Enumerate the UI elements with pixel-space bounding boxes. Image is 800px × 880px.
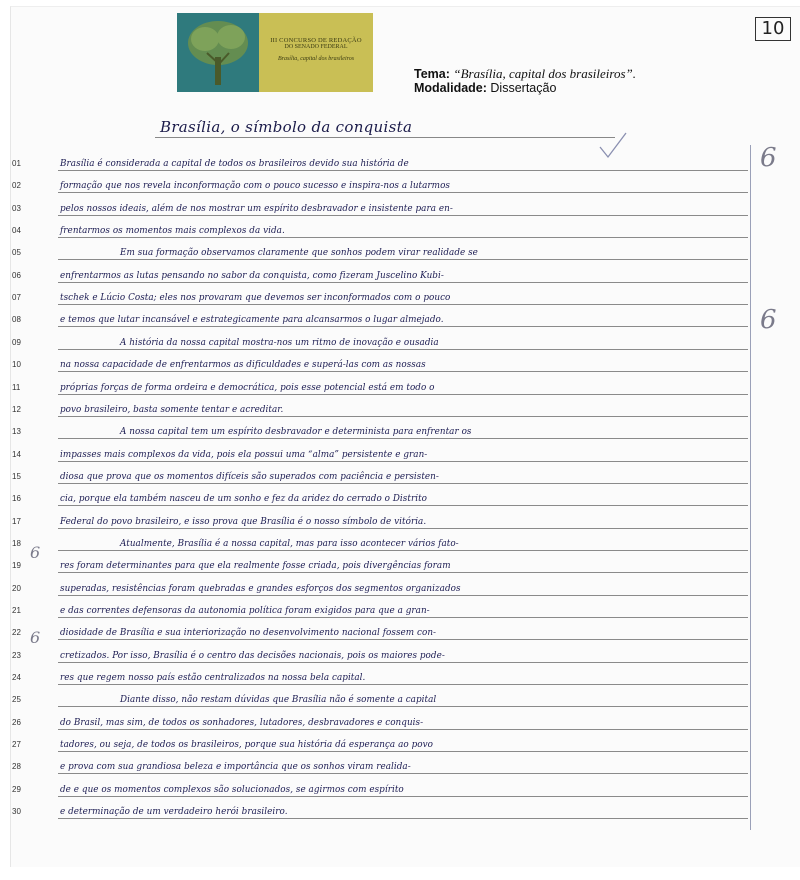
grade-mark-2: 6 [760, 305, 777, 335]
essay-line [0, 303, 800, 327]
line-text: e prova com sua grandiosa beleza e importância que os sonhos viram realida- [60, 762, 411, 773]
line-text: superadas, resistências foram quebradas e grandes esforços dos segmentos organizados [60, 583, 461, 594]
essay-line [0, 594, 800, 618]
line-text: tschek e Lúcio Costa; eles nos provaram que devemos ser inconformados com o pouco [60, 293, 451, 304]
line-text: A história da nossa capital mostra-nos um ritmo de inovação e ousadia [120, 337, 439, 348]
line-text: cretizados. Por isso, Brasília é o centro das decisões nacionais, pois os maiores pode- [60, 650, 445, 661]
essay-line [0, 482, 800, 506]
line-number: 12 [12, 404, 21, 414]
line-text: próprias forças de forma ordeira e democrática, pois esse potencial está em todo o [60, 382, 435, 393]
modalidade-label: Modalidade: [414, 81, 487, 95]
essay-line [0, 572, 800, 596]
line-text: frentarmos os momentos mais complexos da vida. [60, 226, 285, 237]
line-number: 04 [12, 226, 21, 236]
essay-title: Brasília, o símbolo da conquista [160, 118, 413, 136]
line-number: 29 [12, 784, 21, 794]
line-text: pelos nossos ideais, além de nos mostrar um espírito desbravador e insistente para en- [60, 203, 453, 214]
line-number: 08 [12, 315, 21, 325]
line-number: 22 [12, 628, 21, 638]
line-number: 06 [12, 270, 21, 280]
tema-label: Tema: [414, 67, 450, 81]
logo-line-2: DO SENADO FEDERAL [284, 44, 348, 50]
essay-line [0, 639, 800, 663]
line-number: 01 [12, 159, 21, 168]
line-text: impasses mais complexos da vida, pois ela possui uma “alma” persistente e gran- [60, 449, 428, 460]
essay-line [0, 393, 800, 417]
line-number: 03 [12, 203, 21, 213]
line-number: 02 [12, 181, 21, 191]
essay-line [0, 505, 800, 529]
line-number: 16 [12, 494, 21, 504]
essay-line [0, 661, 800, 685]
line-number: 20 [12, 583, 21, 593]
essay-line [0, 259, 800, 283]
essay-line [0, 795, 800, 819]
essay-line [0, 214, 800, 238]
line-text: do Brasil, mas sim, de todos os sonhadores, lutadores, desbravadores e conquis- [60, 717, 424, 728]
essay-line [0, 326, 800, 350]
logo-line-3: Brasília, capital dos brasileiros [277, 56, 355, 62]
essay-line [0, 348, 800, 372]
line-text: Em sua formação observamos claramente que sonhos podem virar realidade se [120, 248, 478, 259]
line-number: 18 [12, 538, 21, 548]
essay-line [0, 147, 800, 171]
essay-line [0, 236, 800, 260]
line-text: e das correntes defensoras da autonomia política foram exigidos para que a gran- [60, 606, 430, 616]
essay-line [0, 683, 800, 707]
line-number: 07 [12, 293, 21, 303]
essay-line [0, 438, 800, 462]
line-text: e determinação de um verdadeiro herói brasileiro. [60, 807, 288, 818]
line-number: 13 [12, 427, 21, 437]
essay-line [0, 371, 800, 395]
line-text: formação que nos revela inconformação com o pouco sucesso e inspira-nos a lutarmos [60, 181, 450, 192]
essay-line [0, 169, 800, 193]
line-number: 05 [12, 248, 21, 258]
essay-line [0, 773, 800, 797]
line-number: 23 [12, 650, 21, 660]
line-number: 09 [12, 337, 21, 347]
line-number: 11 [12, 382, 21, 392]
line-text: povo brasileiro, basta somente tentar e acreditar. [60, 404, 284, 415]
line-text: Atualmente, Brasília é a nossa capital, mas para isso acontecer vários fato- [120, 538, 459, 549]
line-rule [58, 818, 748, 819]
line-number: 21 [12, 606, 21, 615]
line-number: 19 [12, 561, 21, 571]
line-number: 26 [12, 717, 21, 727]
essay-line [0, 549, 800, 573]
line-text: res que regem nosso país estão centralizados na nossa bela capital. [60, 673, 366, 684]
essay-line [0, 192, 800, 216]
line-number: 15 [12, 471, 21, 481]
line-number: 28 [12, 762, 21, 772]
line-text: e temos que lutar incansável e estrategicamente para alcansarmos o lugar almejado. [60, 315, 444, 326]
line-text: enfrentarmos as lutas pensando no sabor da conquista, como fizeram Juscelino Kubi- [60, 270, 444, 281]
modalidade-value: Dissertação [490, 81, 557, 95]
line-number: 14 [12, 449, 21, 459]
line-text: A nossa capital tem um espírito desbravador e determinista para enfrentar os [120, 427, 472, 438]
line-text: Brasília é considerada a capital de todos os brasileiros devido sua história de [60, 159, 409, 169]
line-text: res foram determinantes para que ela realmente fosse criada, pois divergências foram [60, 561, 451, 572]
page-number: 10 [755, 17, 791, 41]
essay-line [0, 706, 800, 730]
line-number: 27 [12, 740, 21, 750]
essay-line [0, 728, 800, 752]
essay-line [0, 460, 800, 484]
line-text: diosa que prova que os momentos difíceis são superados com paciência e persisten- [60, 471, 439, 482]
line-text: Diante disso, não restam dúvidas que Brasília não é somente a capital [120, 695, 437, 706]
line-text: na nossa capacidade de enfrentarmos as dificuldades e superá-las com as nossas [60, 360, 426, 371]
line-text: tadores, ou seja, de todos os brasileiros, porque sua história dá esperança ao povo [60, 740, 433, 751]
line-text: diosidade de Brasília e sua interiorização no desenvolvimento nacional fossem con- [60, 628, 437, 639]
line-number: 17 [12, 516, 21, 526]
essay-line [0, 415, 800, 439]
essay-line [0, 750, 800, 774]
grade-mark-4: 6 [30, 628, 41, 647]
line-text: de e que os momentos complexos são solucionados, se agirmos com espírito [60, 784, 404, 795]
tema-value: “Brasília, capital dos brasileiros”. [453, 66, 637, 81]
grade-mark-3: 6 [30, 543, 41, 562]
grade-mark-1: 6 [760, 143, 777, 173]
line-text: Federal do povo brasileiro, e isso prova que Brasília é o nosso símbolo de vitória. [60, 516, 427, 527]
line-number: 25 [12, 695, 21, 705]
line-number: 24 [12, 673, 21, 683]
essay-line [0, 616, 800, 640]
logo-line-1: III CONCURSO DE REDAÇÃO [270, 37, 362, 44]
line-number: 10 [12, 360, 21, 370]
essay-line [0, 281, 800, 305]
line-text: cia, porque ela também nasceu de um sonho e fez da aridez do cerrado o Distrito [60, 494, 427, 505]
line-number: 30 [12, 807, 21, 817]
essay-line [0, 527, 800, 551]
